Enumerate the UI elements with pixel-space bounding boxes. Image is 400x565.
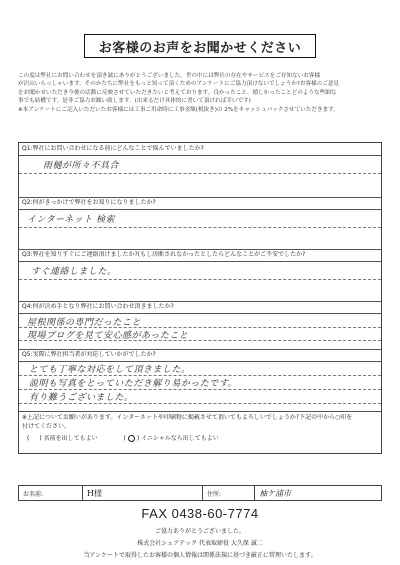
intro-line: をお聞かせいただき今後の活動に反映させていただきたいと考えております。良かったこと、嬉しかったことどのような些細な	[18, 89, 337, 96]
consent-text-line-1: ※上記についてお願いがあります。インターネットや印刷物に掲載させて頂いてもよろしいでしょうか?下記の中から○印を	[22, 414, 353, 421]
option-2-paren-open[interactable]: (	[123, 435, 126, 442]
option-2-paren-close[interactable]: )	[136, 435, 140, 442]
divider	[19, 155, 381, 156]
page-title: お客様のお声をお聞かせください	[84, 34, 316, 58]
answer-rule	[19, 227, 381, 228]
answer-1-line-1: 雨樋が所々不具合	[43, 161, 120, 171]
option-initial-ok[interactable]: イニシャルなら出してもよい	[141, 435, 219, 442]
divider	[19, 197, 381, 198]
intro-line: この度は弊社にお問い合わせを頂き誠にありがとうございました。世の中には弊社の存在やサービスをご存知ないお客様	[18, 73, 321, 79]
answer-5-line-2: 説明も写真をとっていただき解り易かったです。	[29, 379, 238, 389]
name-address-box	[18, 485, 382, 501]
fax-number: FAX 0438-60-7774	[141, 506, 259, 521]
company-name: 株式会社シェアテック 代表取締役 大久保 誠二	[137, 540, 263, 547]
answer-rule	[19, 403, 381, 404]
question-2-label: Q2:何がきっかけで弊社をお知りになりましたか?	[22, 199, 156, 206]
divider	[19, 301, 381, 302]
answer-3-line-1: すぐ連絡しました。	[31, 267, 117, 277]
intro-line: 事でも結構です。是非ご協力お願い致します。(出来るだけ具体的に書いて頂ければ幸いです)	[18, 98, 251, 105]
divider	[19, 411, 381, 412]
question-4-label: Q4:何が決め手となり弊社にお問い合わせ頂きましたか?	[22, 303, 174, 310]
answer-4-line-2: 現場ブログを見て安心感があったこと	[27, 331, 189, 341]
question-5-label: Q5:実際に弊社担当者が対応していかがでしたか?	[22, 351, 156, 358]
address-value[interactable]: 袖ケ浦市	[259, 488, 291, 498]
option-name-ok[interactable]: 名前を出してもよい	[43, 435, 98, 442]
answer-rule	[19, 340, 381, 341]
survey-form	[18, 142, 382, 454]
question-1-label: Q1:弊社にお問い合わせになる前にどんなことで悩んでいましたか?	[22, 145, 204, 152]
divider	[19, 261, 381, 262]
consent-text-line-2: 付けてください。	[22, 423, 71, 430]
divider	[19, 209, 381, 210]
answer-5-line-3: 有り難うございました。	[29, 393, 134, 403]
divider	[19, 313, 381, 314]
intro-text	[18, 72, 384, 115]
name-value[interactable]: H様	[83, 486, 203, 500]
answer-5-line-1: とても丁寧な対応をして頂きました。	[29, 365, 191, 375]
name-label: お名前:	[19, 486, 83, 500]
intro-line: が沢山いらっしゃいます。そのかたちに弊社をもっと知って頂くためのアンケートにご協力頂けないでしょうか?お客様のご意見	[18, 81, 340, 88]
consent-options	[19, 435, 381, 443]
option-1-paren-close[interactable]: )	[39, 435, 42, 442]
option-1-paren-open[interactable]: (	[27, 435, 30, 442]
answer-rule	[19, 173, 381, 174]
selected-circle-mark[interactable]	[128, 435, 135, 442]
address-label: 住所:	[203, 486, 255, 500]
answer-rule	[19, 279, 381, 280]
answer-2-line-1: インターネット 検索	[27, 215, 116, 225]
thanks-text: ご協力ありがとうございました。	[154, 528, 245, 535]
cashback-note: ※本アンケートにご記入いただいたお客様には工事ご用命時に工事金額(税抜き)の 2%をキャッシュバックさせていただきます。	[18, 107, 339, 114]
divider	[19, 249, 381, 250]
question-3-label: Q3:弊社を知りすぐにご連絡頂けましたか?(もし決断されなかったとしたらどんなことがご不安でしたか?	[22, 251, 306, 258]
answer-4-line-1: 屋根関係の専門だったこと	[27, 318, 142, 328]
divider	[19, 349, 381, 350]
privacy-note: 当アンケートで取得したお客様の個人情報は関係法規に基づき厳正に管理いたします。	[83, 552, 317, 559]
